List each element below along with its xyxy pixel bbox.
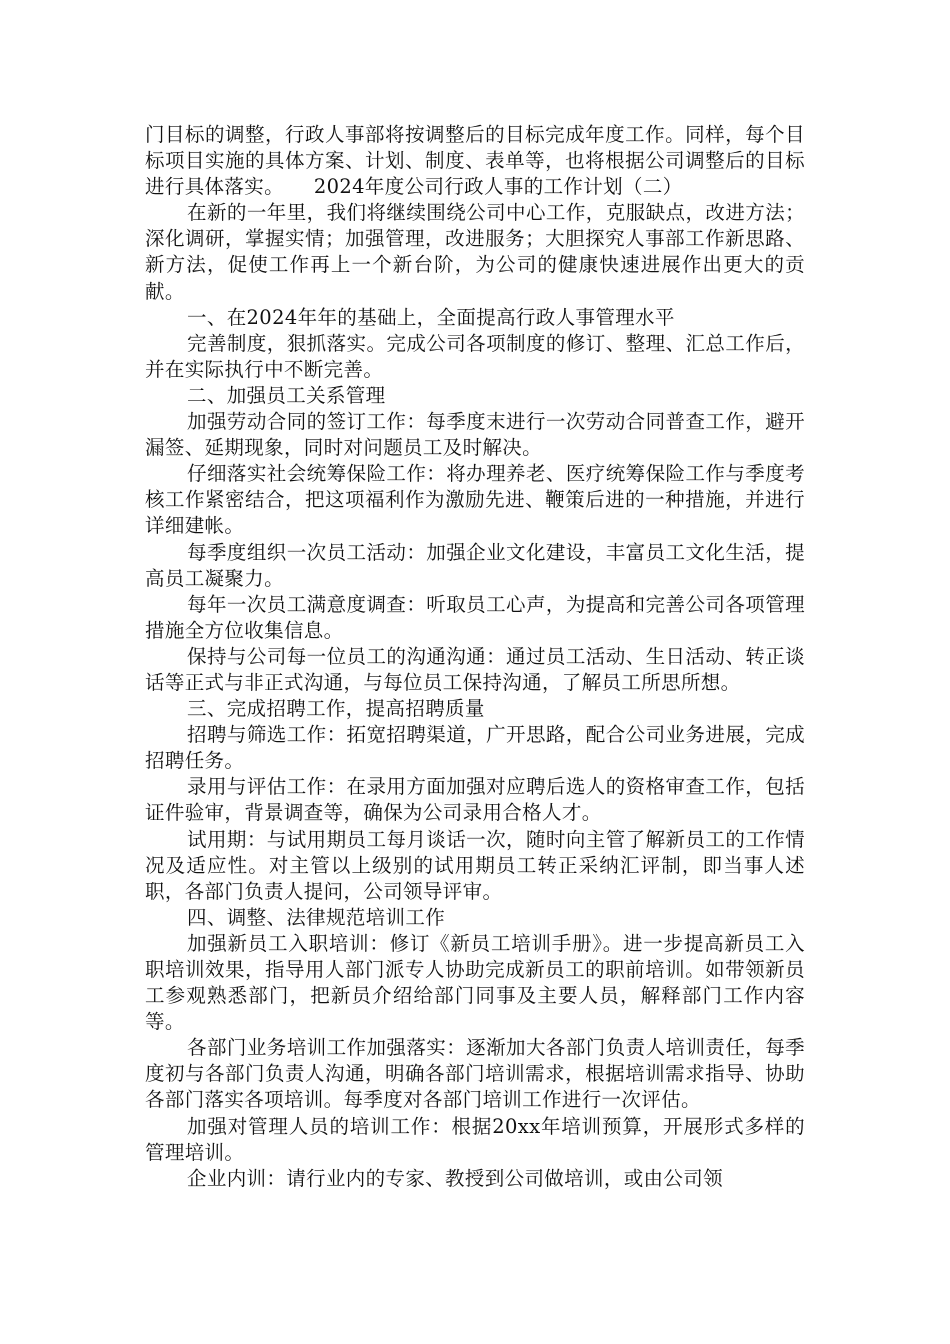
paragraph-p15: 四、调整、法律规范培训工作 — [187, 905, 446, 929]
paragraph-p12: 招聘与筛选工作：拓宽招聘渠道，广开思路，配合公司业务进展，完成招聘任务。 — [145, 723, 805, 773]
paragraph-p18: 加强对管理人员的培训工作：根据20xx年培训预算，开展形式多样的管理培训。 — [145, 1114, 805, 1164]
paragraph-p13: 录用与评估工作：在录用方面加强对应聘后选人的资格审查工作，包括证件验审，背景调查等，确保为公司录用合格人才。 — [145, 775, 805, 825]
paragraph-p19: 企业内训：请行业内的专家、教授到公司做培训，或由公司领 — [187, 1166, 723, 1190]
paragraph-p14: 试用期：与试用期员工每月谈话一次，随时向主管了解新员工的工作情况及适应性。对主管以上级别的试用期员工转正采纳汇评制，即当事人述职，各部门负责人提问，公司领导评审。 — [145, 827, 805, 903]
paragraph-p10: 保持与公司每一位员工的沟通沟通：通过员工活动、生日活动、转正谈话等正式与非正式沟通，与每位员工保持沟通，了解员工所思所想。 — [145, 644, 805, 694]
paragraph-p04: 完善制度，狠抓落实。完成公司各项制度的修订、整理、汇总工作后，并在实际执行中不断完善。 — [145, 331, 805, 381]
paragraph-p06: 加强劳动合同的签订工作：每季度末进行一次劳动合同普查工作，避开漏签、延期现象，同时对问题员工及时解决。 — [145, 410, 805, 460]
paragraph-p16: 加强新员工入职培训：修订《新员工培训手册》。进一步提高新员工入职培训效果，指导用人部门派专人协助完成新员工的职前培训。如带领新员工参观熟悉部门，把新员介绍给部门同事及主要人员，解释部门工作内容等。 — [145, 931, 805, 1034]
paragraph-p01: 门目标的调整，行政人事部将按调整后的目标完成年度工作。同样，每个目标项目实施的具体方案、计划、制度、表单等，也将根据公司调整后的目标进行具体落实。 2024年度公司行政人事的工作计划（二） — [145, 123, 805, 199]
document-body — [145, 122, 805, 1192]
paragraph-p03: 一、在2024年年的基础上，全面提高行政人事管理水平 — [187, 305, 675, 329]
paragraph-p11: 三、完成招聘工作，提高招聘质量 — [187, 697, 485, 721]
paragraph-p05: 二、加强员工关系管理 — [187, 383, 386, 407]
paragraph-p17: 各部门业务培训工作加强落实：逐渐加大各部门负责人培训责任，每季度初与各部门负责人沟通，明确各部门培训需求，根据培训需求指导、协助各部门落实各项培训。每季度对各部门培训工作进行一次评估。 — [145, 1036, 805, 1112]
paragraph-p02: 在新的一年里，我们将继续围绕公司中心工作，克服缺点，改进方法；深化调研，掌握实情；加强管理，改进服务；大胆探究人事部工作新思路、新方法，促使工作再上一个新台阶，为公司的健康快速进展作出更大的贡献。 — [145, 201, 805, 303]
paragraph-p07: 仔细落实社会统筹保险工作：将办理养老、医疗统筹保险工作与季度考核工作紧密结合，把这项福利作为激励先进、鞭策后进的一种措施，并进行详细建帐。 — [145, 462, 805, 538]
paragraph-p09: 每年一次员工满意度调查：听取员工心声，为提高和完善公司各项管理措施全方位收集信息。 — [145, 592, 805, 642]
paragraph-p08: 每季度组织一次员工活动：加强企业文化建设，丰富员工文化生活，提高员工凝聚力。 — [145, 540, 805, 590]
